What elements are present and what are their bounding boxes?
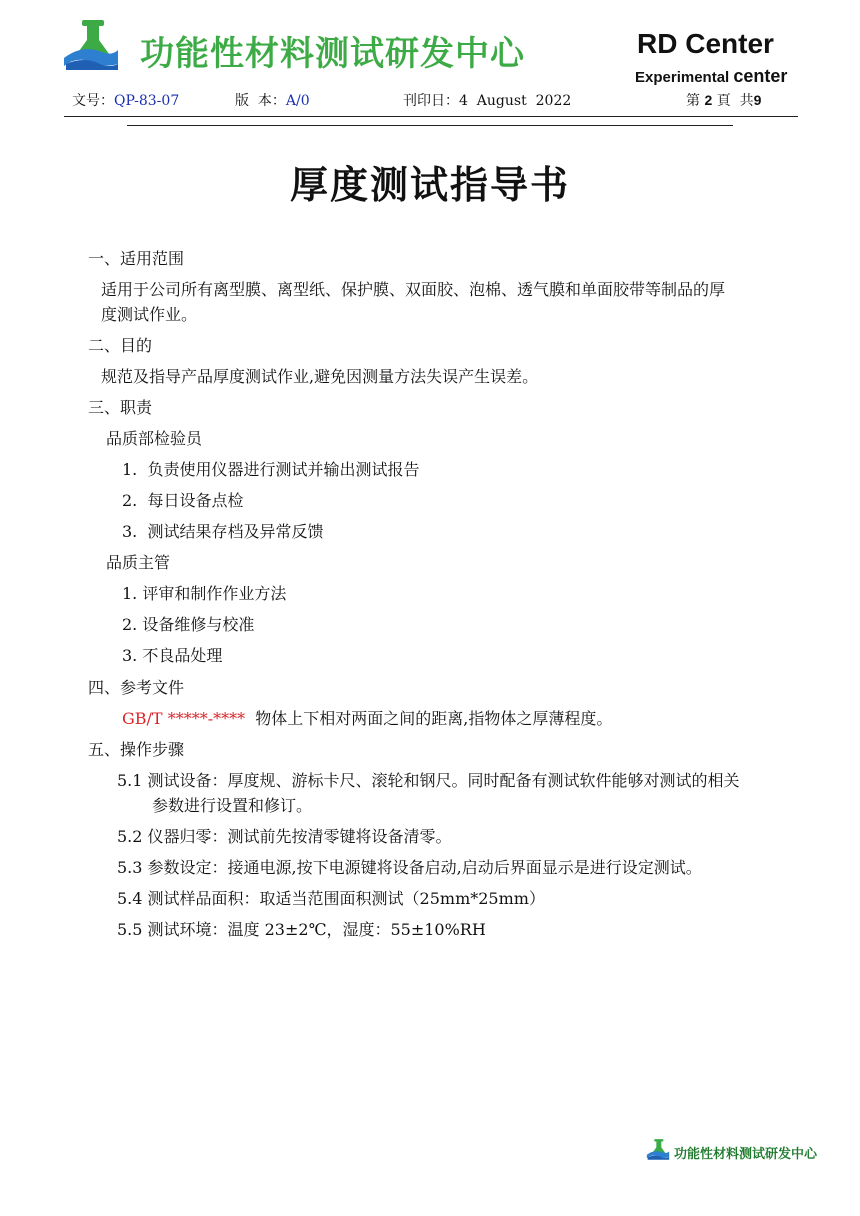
footer-logo-icon — [646, 1138, 670, 1160]
page-number: 2 — [704, 92, 713, 108]
role-supervisor: 品质主管 — [106, 553, 171, 572]
org-title: 功能性材料测试研发中心 — [140, 34, 525, 74]
list-item: 2. 设备维修与校准 — [122, 615, 255, 634]
doc-number-value: QP-83-07 — [114, 93, 180, 109]
role-inspector: 品质部检验员 — [106, 429, 203, 448]
version-value: A/0 — [285, 93, 310, 109]
section-2-heading: 二、目的 — [88, 336, 153, 355]
header-divider — [64, 116, 798, 117]
experimental-center-subtitle — [635, 66, 787, 87]
section-1-text-line1: 适用于公司所有离型膜、离型纸、保护膜、双面胶、泡棉、透气膜和单面胶带等制品的厚 — [101, 280, 726, 299]
step-5-1-line2: 参数进行设置和修订。 — [152, 796, 313, 815]
standard-reference: GB/T *****-**** — [122, 709, 246, 728]
section-1-heading: 一、适用范围 — [88, 249, 185, 268]
section-2-text: 规范及指导产品厚度测试作业,避免因测量方法失误产生误差。 — [101, 367, 539, 386]
document-title: 厚度测试指导书 — [289, 163, 570, 207]
step-5-4: 5.4 测试样品面积：取适当范围面积测试（25mm*25mm） — [117, 889, 545, 908]
doc-number — [72, 90, 179, 110]
page-counter — [686, 90, 761, 110]
print-date-label: 刊印日： — [403, 93, 459, 109]
doc-number-label: 文号： — [72, 93, 114, 109]
page-total: 9 — [753, 92, 762, 108]
version-label: 版 本： — [235, 93, 286, 109]
list-item: 1. 评审和制作作业方法 — [122, 584, 287, 603]
print-date-value: 4 August 2022 — [459, 93, 572, 109]
section-1-text-line2: 度测试作业。 — [101, 305, 198, 324]
list-item: 3. 不良品处理 — [122, 646, 223, 665]
step-5-3: 5.3 参数设定：接通电源,按下电源键将设备启动,启动后界面显示是进行设定测试。 — [117, 858, 702, 877]
page-mid: 頁 共 — [716, 93, 754, 109]
step-5-2: 5.2 仪器归零：测试前先按清零键将设备清零。 — [117, 827, 452, 846]
reference-line — [122, 706, 612, 729]
experimental-word: Experimental — [635, 69, 730, 86]
step-5-1-line1: 5.1 测试设备：厚度规、游标卡尺、滚轮和钢尺。同时配备有测试软件能够对测试的相关 — [117, 771, 740, 790]
rd-center-title: RD Center — [637, 28, 774, 59]
section-5-heading: 五、操作步骤 — [88, 740, 185, 759]
center-word: center — [733, 66, 788, 86]
list-item: 1. 负责使用仪器进行测试并输出测试报告 — [122, 460, 420, 479]
list-item: 2. 每日设备点检 — [122, 491, 244, 510]
list-item: 3. 测试结果存档及异常反馈 — [122, 522, 324, 541]
step-5-5: 5.5 测试环境：温度 23±2℃，湿度：55±10%RH — [117, 920, 486, 939]
print-date — [403, 90, 571, 110]
page-prefix: 第 — [686, 93, 700, 109]
section-4-heading: 四、参考文件 — [88, 678, 185, 697]
header-divider-inner — [127, 125, 733, 126]
section-3-heading: 三、职责 — [88, 398, 153, 417]
lab-logo-icon — [62, 18, 120, 70]
version — [235, 90, 310, 110]
footer-org: 功能性材料测试研发中心 — [674, 1147, 818, 1162]
reference-description: 物体上下相对两面之间的距离,指物体之厚薄程度。 — [255, 709, 613, 728]
